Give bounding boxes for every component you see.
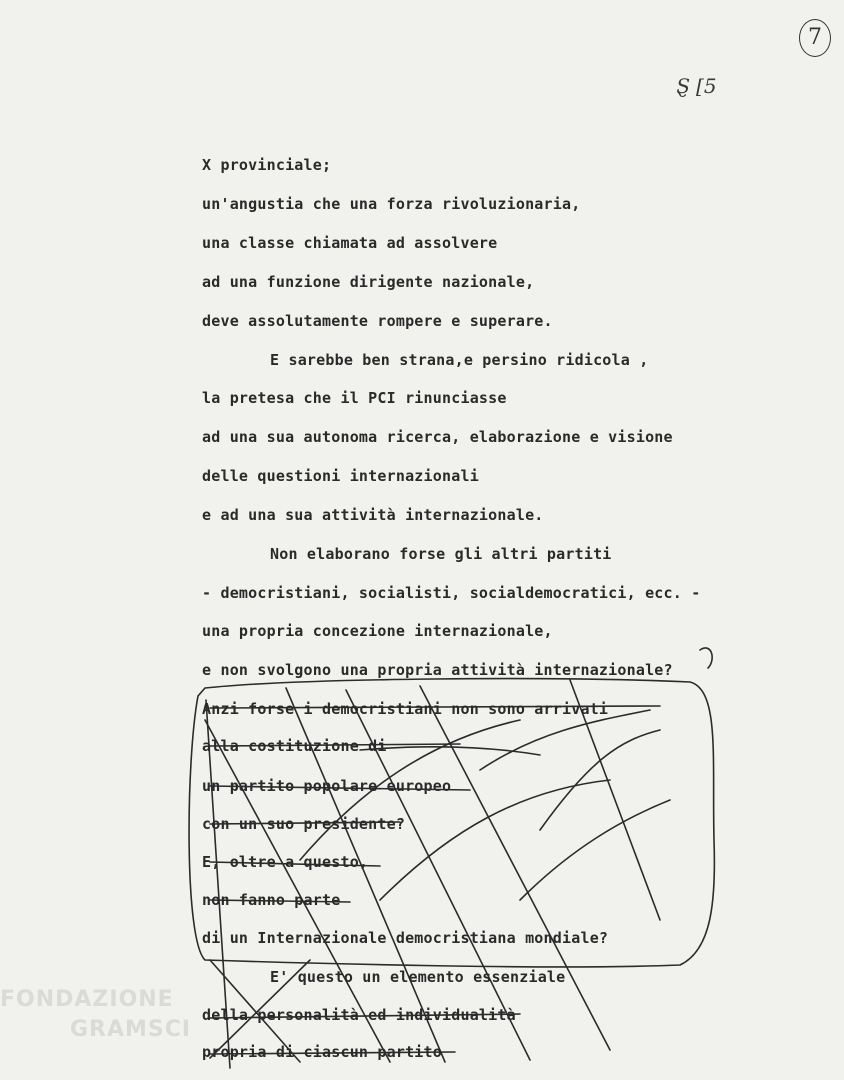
struck-text-line: di un Internazionale democristiana mondiale? (202, 929, 609, 947)
scribble-line (380, 780, 610, 900)
struck-text-line: E' questo un elemento essenziale (270, 968, 566, 986)
text-line: un'angustia che una forza rivoluzionaria, (202, 195, 581, 213)
strikeout-line (346, 690, 530, 1060)
text-line: la pretesa che il PCI rinunciasse (202, 389, 507, 407)
text-line: ad una sua autonoma ricerca, elaborazione e visione (202, 428, 673, 446)
scribble-line (210, 744, 460, 746)
struck-text-line: non fanno parte (202, 891, 341, 909)
struck-text-line: della personalità ed individualità (202, 1006, 516, 1024)
strikeout-line (570, 680, 660, 920)
text-line: E sarebbe ben strana,e persino ridicola , (270, 351, 649, 369)
scribble-line (480, 710, 650, 770)
scribble-line (210, 1052, 455, 1054)
text-line: - democristiani, socialisti, socialdemocratici, ecc. - (202, 584, 701, 602)
struck-text-line: propria di ciascun partito (202, 1043, 442, 1061)
struck-text-line: con un suo presidente? (202, 815, 406, 833)
watermark-line: GRAMSCI (70, 1017, 192, 1042)
scribble-line (360, 747, 540, 755)
text-line: delle questioni internazionali (202, 467, 479, 485)
strikeout-line (206, 700, 230, 1068)
scribble-line (210, 706, 660, 708)
scribble-line (700, 648, 712, 668)
scribble-line (210, 786, 470, 790)
scribble-line (540, 730, 660, 830)
text-line: X provinciale; (202, 156, 332, 174)
text-line: e ad una sua attività internazionale. (202, 506, 544, 524)
strikeout-line (420, 686, 610, 1050)
text-line: Non elaborano forse gli altri partiti (270, 545, 612, 563)
strikeout-line (205, 720, 390, 1062)
text-line: ad una funzione dirigente nazionale, (202, 273, 535, 291)
page-number-circle: 7 (799, 19, 831, 57)
handwritten-note: Ȿ [5 (676, 74, 717, 98)
text-line: e non svolgono una propria attività internazionale? (202, 661, 673, 679)
struck-text-line: alla costituzione di (202, 737, 387, 755)
text-line: una propria concezione internazionale, (202, 622, 553, 640)
strikeout-line (210, 960, 310, 1058)
scribble-line (210, 900, 350, 902)
text-line: una classe chiamata ad assolvere (202, 234, 498, 252)
text-line: deve assolutamente rompere e superare. (202, 312, 553, 330)
struck-text-line: un partito popolare europeo (202, 777, 452, 795)
scribble-line (300, 720, 520, 860)
strikeout-line (210, 960, 300, 1062)
scribble-line (210, 822, 400, 824)
struck-text-line: E, oltre a questo, (202, 853, 369, 871)
scribble-line (210, 862, 380, 866)
watermark-line: FONDAZIONE (0, 987, 174, 1012)
struck-text-line: Anzi forse i democristiani non sono arrivati (202, 700, 609, 718)
